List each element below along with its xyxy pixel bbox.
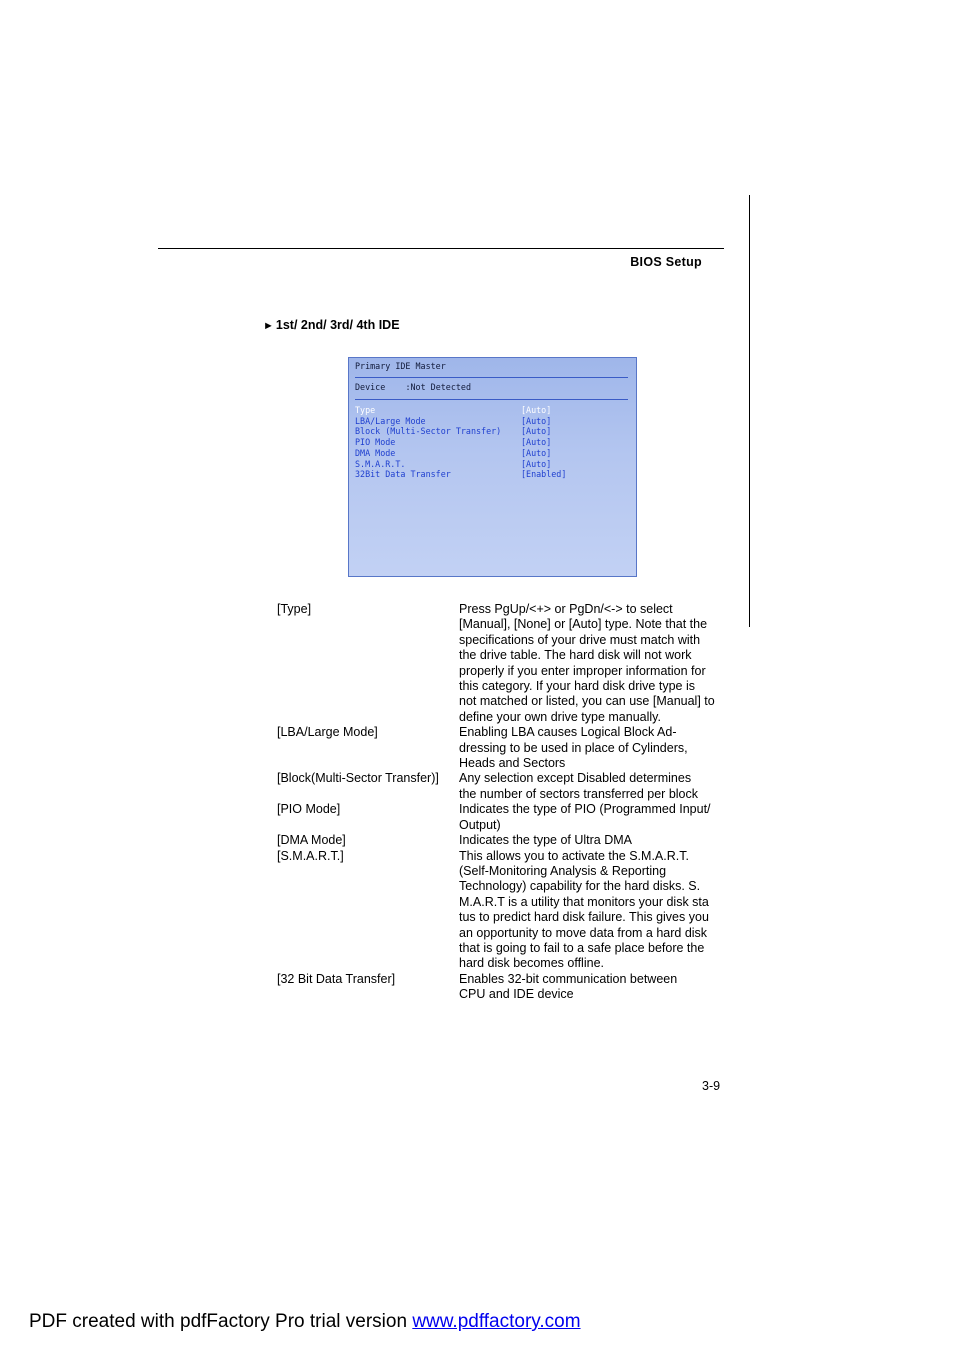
definition-row [277,802,724,833]
definition-row [277,849,724,972]
description-line: Technology) capability for the hard disks. S. [459,879,701,894]
description-line: Output) [459,817,501,832]
definition-term: [PIO Mode] [277,802,341,817]
description-line: hard disk becomes offline. [459,956,604,971]
bios-item-value: [Auto] [521,437,552,448]
page-header-title: BIOS Setup [630,255,702,269]
definition-description [459,802,724,833]
bios-device-line [355,382,471,392]
description-line: the number of sectors transferred per block [459,786,699,801]
bios-item-value: [Auto] [521,405,552,415]
description-line: Any selection except Disabled determines [459,771,692,786]
definition-row [277,833,724,848]
bios-item-label: PIO Mode [355,437,396,448]
bios-item-value: [Auto] [521,426,552,437]
bios-device-value: :Not Detected [405,382,471,392]
definition-term: [32 Bit Data Transfer] [277,971,396,986]
bios-item[interactable] [355,405,628,416]
bios-screenshot [348,357,637,577]
definition-row [277,725,724,771]
description-line: Indicates the type of PIO (Programmed Input/ [459,802,711,817]
bios-item-label: Block (Multi-Sector Transfer) [355,426,502,437]
bios-divider-top [355,377,628,378]
section-title [263,318,400,332]
definition-term: [S.M.A.R.T.] [277,848,344,863]
definition-list [277,602,724,1003]
section-title-text: 1st/ 2nd/ 3rd/ 4th IDE [275,318,400,332]
bios-divider-bottom [355,399,628,400]
definition-description [459,849,724,972]
description-line: Press PgUp/<+> or PgDn/<-> to select [459,602,673,616]
definition-row [277,972,724,1003]
description-line: an opportunity to move data from a hard disk [459,925,708,940]
description-line: tus to predict hard disk failure. This gives you [459,910,709,925]
bios-item[interactable] [355,416,628,427]
description-line: Enables 32-bit communication between [459,971,678,986]
bios-item[interactable] [355,437,628,448]
pdf-footer [29,1311,581,1333]
description-line: specifications of your drive must match with [459,632,701,647]
description-line: define your own drive type manually. [459,709,661,724]
description-line: CPU and IDE device [459,987,574,1002]
description-line: not matched or listed, you can use [Manual] to [459,694,715,709]
definition-description [459,972,724,1003]
margin-rule [749,195,750,627]
bios-device-label: Device [355,382,386,392]
description-line: Indicates the type of Ultra DMA [459,833,632,848]
definition-term: [LBA/Large Mode] [277,725,378,740]
bios-item-value: [Auto] [521,458,552,469]
definition-term: [Type] [277,602,312,616]
bios-item-value: [Enabled] [521,469,567,480]
description-line: dressing to be used in place of Cylinders, [459,740,688,755]
description-line: M.A.R.T is a utility that monitors your disk sta [459,894,709,909]
description-line: properly if you enter improper information for [459,663,706,678]
triangle-bullet-icon: ► [263,320,274,332]
bios-item-label: LBA/Large Mode [355,415,426,426]
definition-description [459,725,724,771]
definition-term: [DMA Mode] [277,833,346,848]
bios-item[interactable] [355,459,628,470]
definition-description [459,833,724,848]
bios-item[interactable] [355,426,628,437]
bios-item-label: Type [355,405,376,415]
definition-description [459,602,724,725]
definition-description [459,771,724,802]
definition-row [277,771,724,802]
header-rule [158,248,724,249]
footer-link[interactable]: www.pdffactory.com [412,1311,581,1332]
bios-item[interactable] [355,469,628,480]
bios-item[interactable] [355,448,628,459]
definition-term: [Block(Multi-Sector Transfer)] [277,771,439,786]
bios-item-label: 32Bit Data Transfer [355,469,451,480]
bios-item-value: [Auto] [521,415,552,426]
page-number: 3-9 [702,1079,721,1093]
description-line: this category. If your hard disk drive type is [459,679,695,694]
bios-item-label: DMA Mode [355,447,396,458]
description-line: (Self-Monitoring Analysis & Reporting [459,863,667,878]
description-line: [Manual], [None] or [Auto] type. Note that the [459,617,708,632]
bios-item-label: S.M.A.R.T. [355,458,406,469]
description-line: This allows you to activate the S.M.A.R.T. [459,848,689,863]
definition-row [277,602,724,725]
description-line: the drive table. The hard disk will not work [459,648,692,663]
bios-screen-title: Primary IDE Master [355,361,446,371]
bios-item-value: [Auto] [521,447,552,458]
description-line: that is going to fail to a safe place before the [459,940,705,955]
description-line: Heads and Sectors [459,756,566,771]
description-line: Enabling LBA causes Logical Block Ad- [459,725,677,740]
footer-text: PDF created with pdfFactory Pro trial version [29,1311,413,1332]
